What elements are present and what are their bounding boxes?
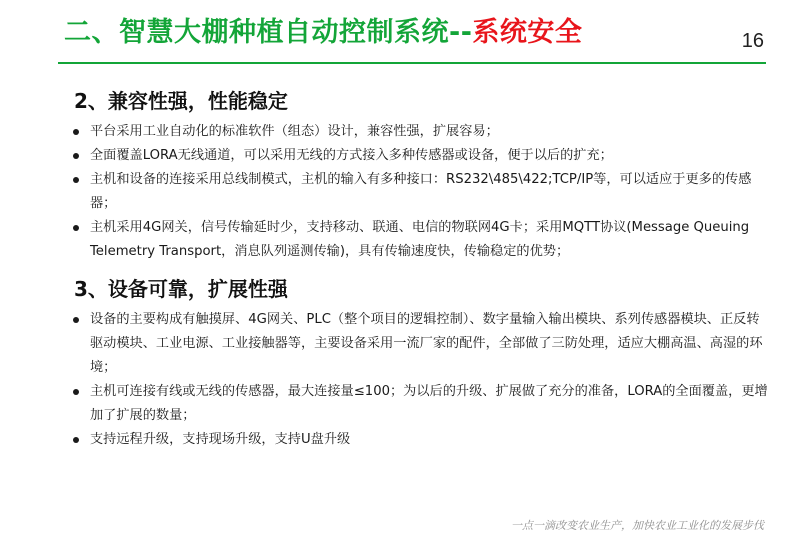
list-item xyxy=(68,216,768,264)
list-item xyxy=(68,428,768,452)
bullet-icon xyxy=(73,129,79,135)
page-number: 16 xyxy=(741,30,764,52)
bullet-icon xyxy=(73,317,79,323)
slide-title-highlight: 系统安全 xyxy=(472,17,583,48)
list-item xyxy=(68,144,768,168)
header-divider xyxy=(58,62,766,64)
section-heading-compatibility: 2、兼容性强，性能稳定 xyxy=(74,89,288,113)
bullet-icon xyxy=(73,437,79,443)
list-item-text: 平台采用工业自动化的标准软件（组态）设计，兼容性强，扩展容易； xyxy=(90,124,499,139)
bullet-list-compatibility xyxy=(68,120,768,264)
bullet-icon xyxy=(73,389,79,395)
list-item-text: 支持远程升级，支持现场升级，支持U盘升级 xyxy=(90,432,351,447)
section-heading-reliability: 3、设备可靠，扩展性强 xyxy=(74,277,288,301)
list-item-text: 主机和设备的连接采用总线制模式，主机的输入有多种接口：RS232\485\422;TCP/IP等，可以适应于更多的传感器； xyxy=(90,172,752,211)
bullet-list-reliability xyxy=(68,308,768,452)
bullet-icon xyxy=(73,153,79,159)
bullet-icon xyxy=(73,177,79,183)
list-item-text: 全面覆盖LORA无线通道，可以采用无线的方式接入多种传感器或设备，便于以后的扩充； xyxy=(90,148,613,163)
slide-content xyxy=(68,86,768,452)
slide-title-main: 二、智慧大棚种植自动控制系统-- xyxy=(64,17,473,48)
list-item-text: 设备的主要构成有触摸屏、4G网关、PLC（整个项目的逻辑控制）、数字量输入输出模块、系列传感器模块、正反转驱动模块、工业电源、工业接触器等，主要设备采用一流厂家的配件，全部做了三防处理，适应大棚高温、高湿的环境； xyxy=(90,312,763,375)
bullet-icon xyxy=(73,225,79,231)
list-item xyxy=(68,308,768,380)
slide-title xyxy=(64,15,582,51)
list-item-text: 主机可连接有线或无线的传感器，最大连接量≤100；为以后的升级、扩展做了充分的准备，LORA的全面覆盖，更增加了扩展的数量； xyxy=(90,384,768,423)
slide-header xyxy=(0,0,800,62)
list-item xyxy=(68,120,768,144)
footer-slogan: 一点一滴改变农业生产，加快农业工业化的发展步伐 xyxy=(511,519,764,532)
list-item-text: 主机采用4G网关，信号传输延时少，支持移动、联通、电信的物联网4G卡；采用MQTT协议(Message Queuing Telemetry Transport，消息队列遥测传输)，具有传输速度快，传输稳定的优势； xyxy=(90,220,750,259)
list-item xyxy=(68,168,768,216)
list-item xyxy=(68,380,768,428)
